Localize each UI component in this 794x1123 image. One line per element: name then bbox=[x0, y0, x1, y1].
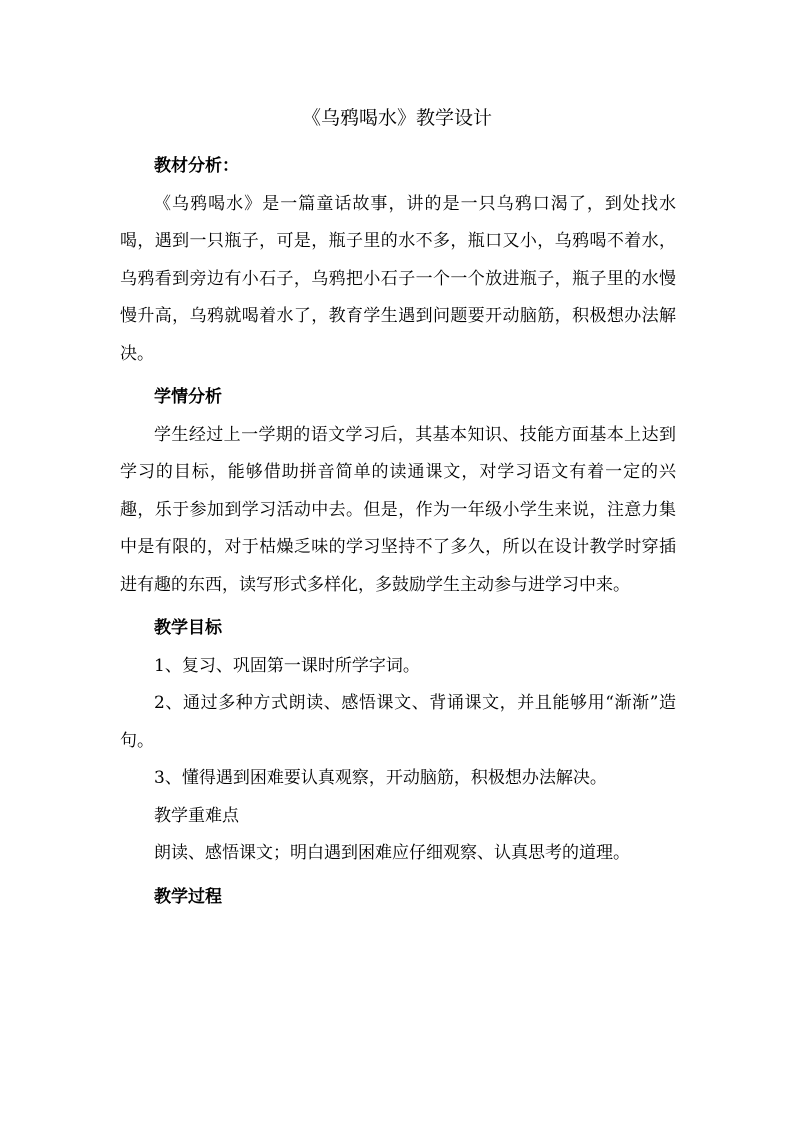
paragraph-key-points: 朗读、感悟课文；明白遇到困难应仔细观察、认真思考的道理。 bbox=[154, 843, 630, 863]
paragraph-student-analysis: 学生经过上一学期的语文学习后，其基本知识、技能方面基本上达到学习的目标，能够借助拼音简单的读通课文，对学习语文有着一定的兴趣，乐于参加到学习活动中去。但是，作为一年级小学生来说，注意力集中是有限的，对于枯燥乏味的学习坚持不了多久，所以在设计教学时穿插进有趣的东西，读写形式多样化，多鼓励学生主动参与进学习中来。 bbox=[120, 424, 676, 595]
heading-teaching-process: 教学过程 bbox=[154, 886, 222, 907]
heading-textbook-analysis: 教材分析： bbox=[154, 156, 239, 176]
heading-student-analysis: 学情分析 bbox=[154, 387, 222, 407]
paragraph-textbook-analysis: 《乌鸦喝水》是一篇童话故事，讲的是一只乌鸦口渴了，到处找水喝，遇到一只瓶子，可是，瓶子里的水不多，瓶口又小，乌鸦喝不着水，乌鸦看到旁边有小石子，乌鸦把小石子一个一个放进瓶子，瓶子里的水慢慢升高，乌鸦就喝着水了，教育学生遇到问题要开动脑筋，积极想办法解决。 bbox=[120, 193, 676, 364]
list-item-goal-1: 1、复习、巩固第一课时所学字词。 bbox=[154, 655, 420, 676]
list-item-goal-2: 2、通过多种方式朗读、感悟课文、背诵课文，并且能够用“渐渐”造句。 bbox=[120, 693, 676, 751]
heading-teaching-goals: 教学目标 bbox=[154, 618, 222, 638]
list-item-goal-3: 3、懂得遇到困难要认真观察，开动脑筋，积极想办法解决。 bbox=[154, 768, 607, 788]
document-title: 《乌鸦喝水》教学设计 bbox=[301, 107, 492, 129]
document-body bbox=[120, 142, 676, 916]
heading-key-points: 教学重难点 bbox=[154, 805, 239, 826]
